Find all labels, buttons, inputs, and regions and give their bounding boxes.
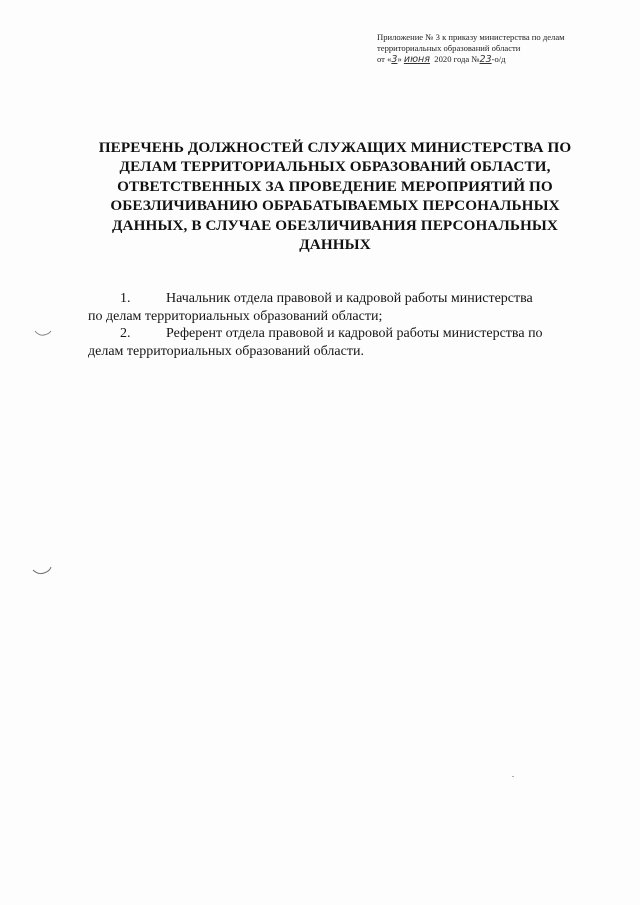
list-item-text: Референт отдела правовой и кадровой работы министерства по xyxy=(166,326,543,342)
appendix-number-handwritten: 23 xyxy=(479,54,492,66)
list-item-number: 2. xyxy=(120,326,131,342)
appendix-date-prefix: от « xyxy=(377,54,392,65)
list-item xyxy=(88,290,598,325)
appendix-number-suffix: -о/д xyxy=(491,54,506,65)
title-line: ОТВЕТСТВЕННЫХ ЗА ПРОВЕДЕНИЕ МЕРОПРИЯТИЙ ПО xyxy=(117,177,553,195)
list-item-continuation: по делам территориальных образований области; xyxy=(88,308,383,324)
appendix-line-2: территориальных образований области xyxy=(377,43,521,54)
list-item-number: 1. xyxy=(120,291,131,306)
appendix-line-1: Приложение № 3 к приказу министерства по делам xyxy=(377,32,565,42)
title-line: ПЕРЕЧЕНЬ ДОЛЖНОСТЕЙ СЛУЖАЩИХ МИНИСТЕРСТВА ПО xyxy=(98,139,572,156)
appendix-year-text: 2020 года № xyxy=(434,54,480,65)
appendix-month-handwritten: июня xyxy=(403,54,430,66)
list-item-text: Начальник отдела правовой и кадровой работы министерства xyxy=(166,291,533,306)
title-line: ДЕЛАМ ТЕРРИТОРИАЛЬНЫХ ОБРАЗОВАНИЙ ОБЛАСТИ, xyxy=(119,158,551,176)
appendix-note xyxy=(377,32,617,66)
appendix-date-mid: » xyxy=(397,54,402,65)
positions-list xyxy=(88,290,598,360)
appendix-date-line xyxy=(377,54,617,65)
list-item xyxy=(88,325,598,360)
list-item-continuation: делам территориальных образований области. xyxy=(88,343,364,359)
scan-speck xyxy=(512,776,514,777)
margin-scan-mark xyxy=(34,329,52,339)
title-line: ДАННЫХ, В СЛУЧАЕ ОБЕЗЛИЧИВАНИЯ ПЕРСОНАЛЬНЫХ xyxy=(112,216,558,234)
title-line: ОБЕЗЛИЧИВАНИЮ ОБРАБАТЫВАЕМЫХ ПЕРСОНАЛЬНЫХ xyxy=(110,197,560,215)
document-title xyxy=(80,138,590,254)
appendix-day-handwritten: 3 xyxy=(391,54,398,66)
title-line: ДАННЫХ xyxy=(299,236,371,254)
margin-scan-mark xyxy=(32,566,52,578)
